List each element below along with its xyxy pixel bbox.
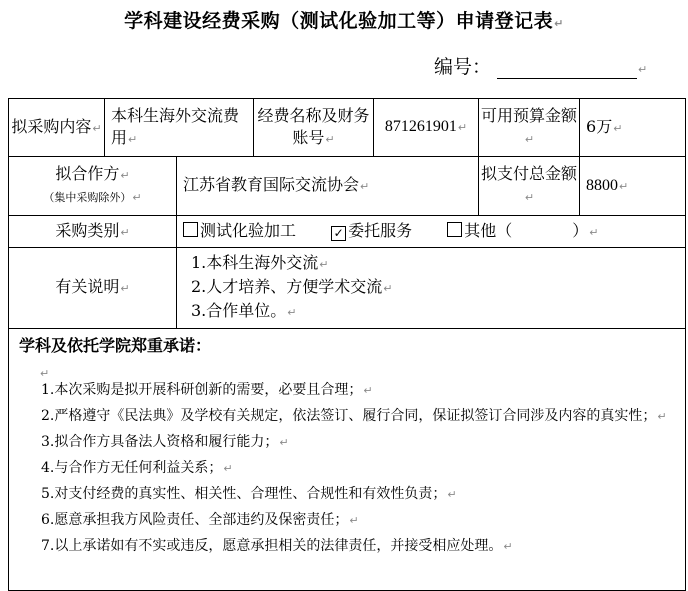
total-label: 拟支付总金额↵: [479, 157, 580, 216]
application-table: [8, 98, 686, 591]
fund-value[interactable]: 871261901↵: [374, 99, 479, 157]
partner-label: 拟合作方↵ （集中采购除外）↵: [9, 157, 177, 216]
partner-value[interactable]: 江苏省教育国际交流协会↵: [177, 157, 479, 216]
commitment-item: 3.拟合作方具备法人资格和履行能力；↵: [41, 434, 289, 450]
checkbox-service-checked[interactable]: ✓: [331, 226, 346, 241]
serial-number: 编号： ↵: [434, 56, 648, 78]
content-label: 拟采购内容↵: [9, 99, 105, 157]
commitment-heading: 学科及依托学院郑重承诺：: [19, 336, 212, 355]
note-line: 2.人才培养、方便学术交流↵: [191, 277, 393, 296]
category-options: [177, 216, 686, 248]
note-line: 1.本科生海外交流↵: [191, 253, 329, 272]
note-line: 3.合作单位。↵: [191, 301, 297, 320]
partner-note: （集中采购除外）: [43, 191, 132, 204]
checkbox-testing[interactable]: [183, 222, 198, 237]
category-other[interactable]: 其他（ ）↵: [447, 220, 598, 244]
serial-label: 编号：: [434, 56, 492, 78]
serial-field[interactable]: [497, 58, 637, 79]
notes-value[interactable]: [177, 248, 686, 329]
category-service[interactable]: ✓ 委托服务: [331, 220, 412, 242]
budget-value[interactable]: 6万↵: [580, 99, 686, 157]
commitment-item: 7.以上承诺如有不实或违反，愿意承担相关的法律责任，并接受相应处理。↵: [41, 538, 513, 554]
category-label: 采购类别↵: [9, 216, 177, 248]
fund-label: 经费名称及财务账号↵: [254, 99, 374, 157]
form-title: 学科建设经费采购（测试化验加工等）申请登记表↵: [124, 10, 564, 32]
total-value[interactable]: 8800↵: [580, 157, 686, 216]
budget-label: 可用预算金额↵: [479, 99, 580, 157]
commitment-item: 4.与合作方无任何利益关系；↵: [41, 460, 233, 476]
commitment-item: 5.对支付经费的真实性、相关性、合理性、合规性和有效性负责；↵: [41, 486, 457, 502]
commitment-item: 1.本次采购是拟开展科研创新的需要，必要且合理；↵: [41, 382, 373, 398]
commitment-item: 2.严格遵守《民法典》及学校有关规定，依法签订、履行合同，保证拟签订合同涉及内容的真实性；↵: [41, 408, 667, 424]
category-testing[interactable]: 测试化验加工: [183, 220, 296, 242]
commitment-item: 6.愿意承担我方风险责任、全部违约及保密责任；↵: [41, 512, 359, 528]
checkbox-other[interactable]: [447, 222, 462, 237]
commitment-section: 学科及依托学院郑重承诺： ↵ 1.本次采购是拟开展科研创新的需要，必要且合理；↵ 2.严格遵守《民法典》及学校有关规定，依法签订、履行合同，保证拟签订合同涉及内容的真实性；↵ 3.拟合作方具备法人资格和履行能力；↵ 4.与合作方无任何利益关系；↵ 5.对支付经费的真实性、相关性、合理性、合规性和有效性负责；↵ 6.愿意承担我方风险责任、全部违约及保密责任；↵ 7.以上承诺如有不实或违反，愿意承担相关的法律责任，并接受相应处理。↵: [9, 329, 686, 591]
content-value[interactable]: 本科生海外交流费用↵: [105, 99, 254, 157]
notes-label: 有关说明↵: [9, 248, 177, 329]
